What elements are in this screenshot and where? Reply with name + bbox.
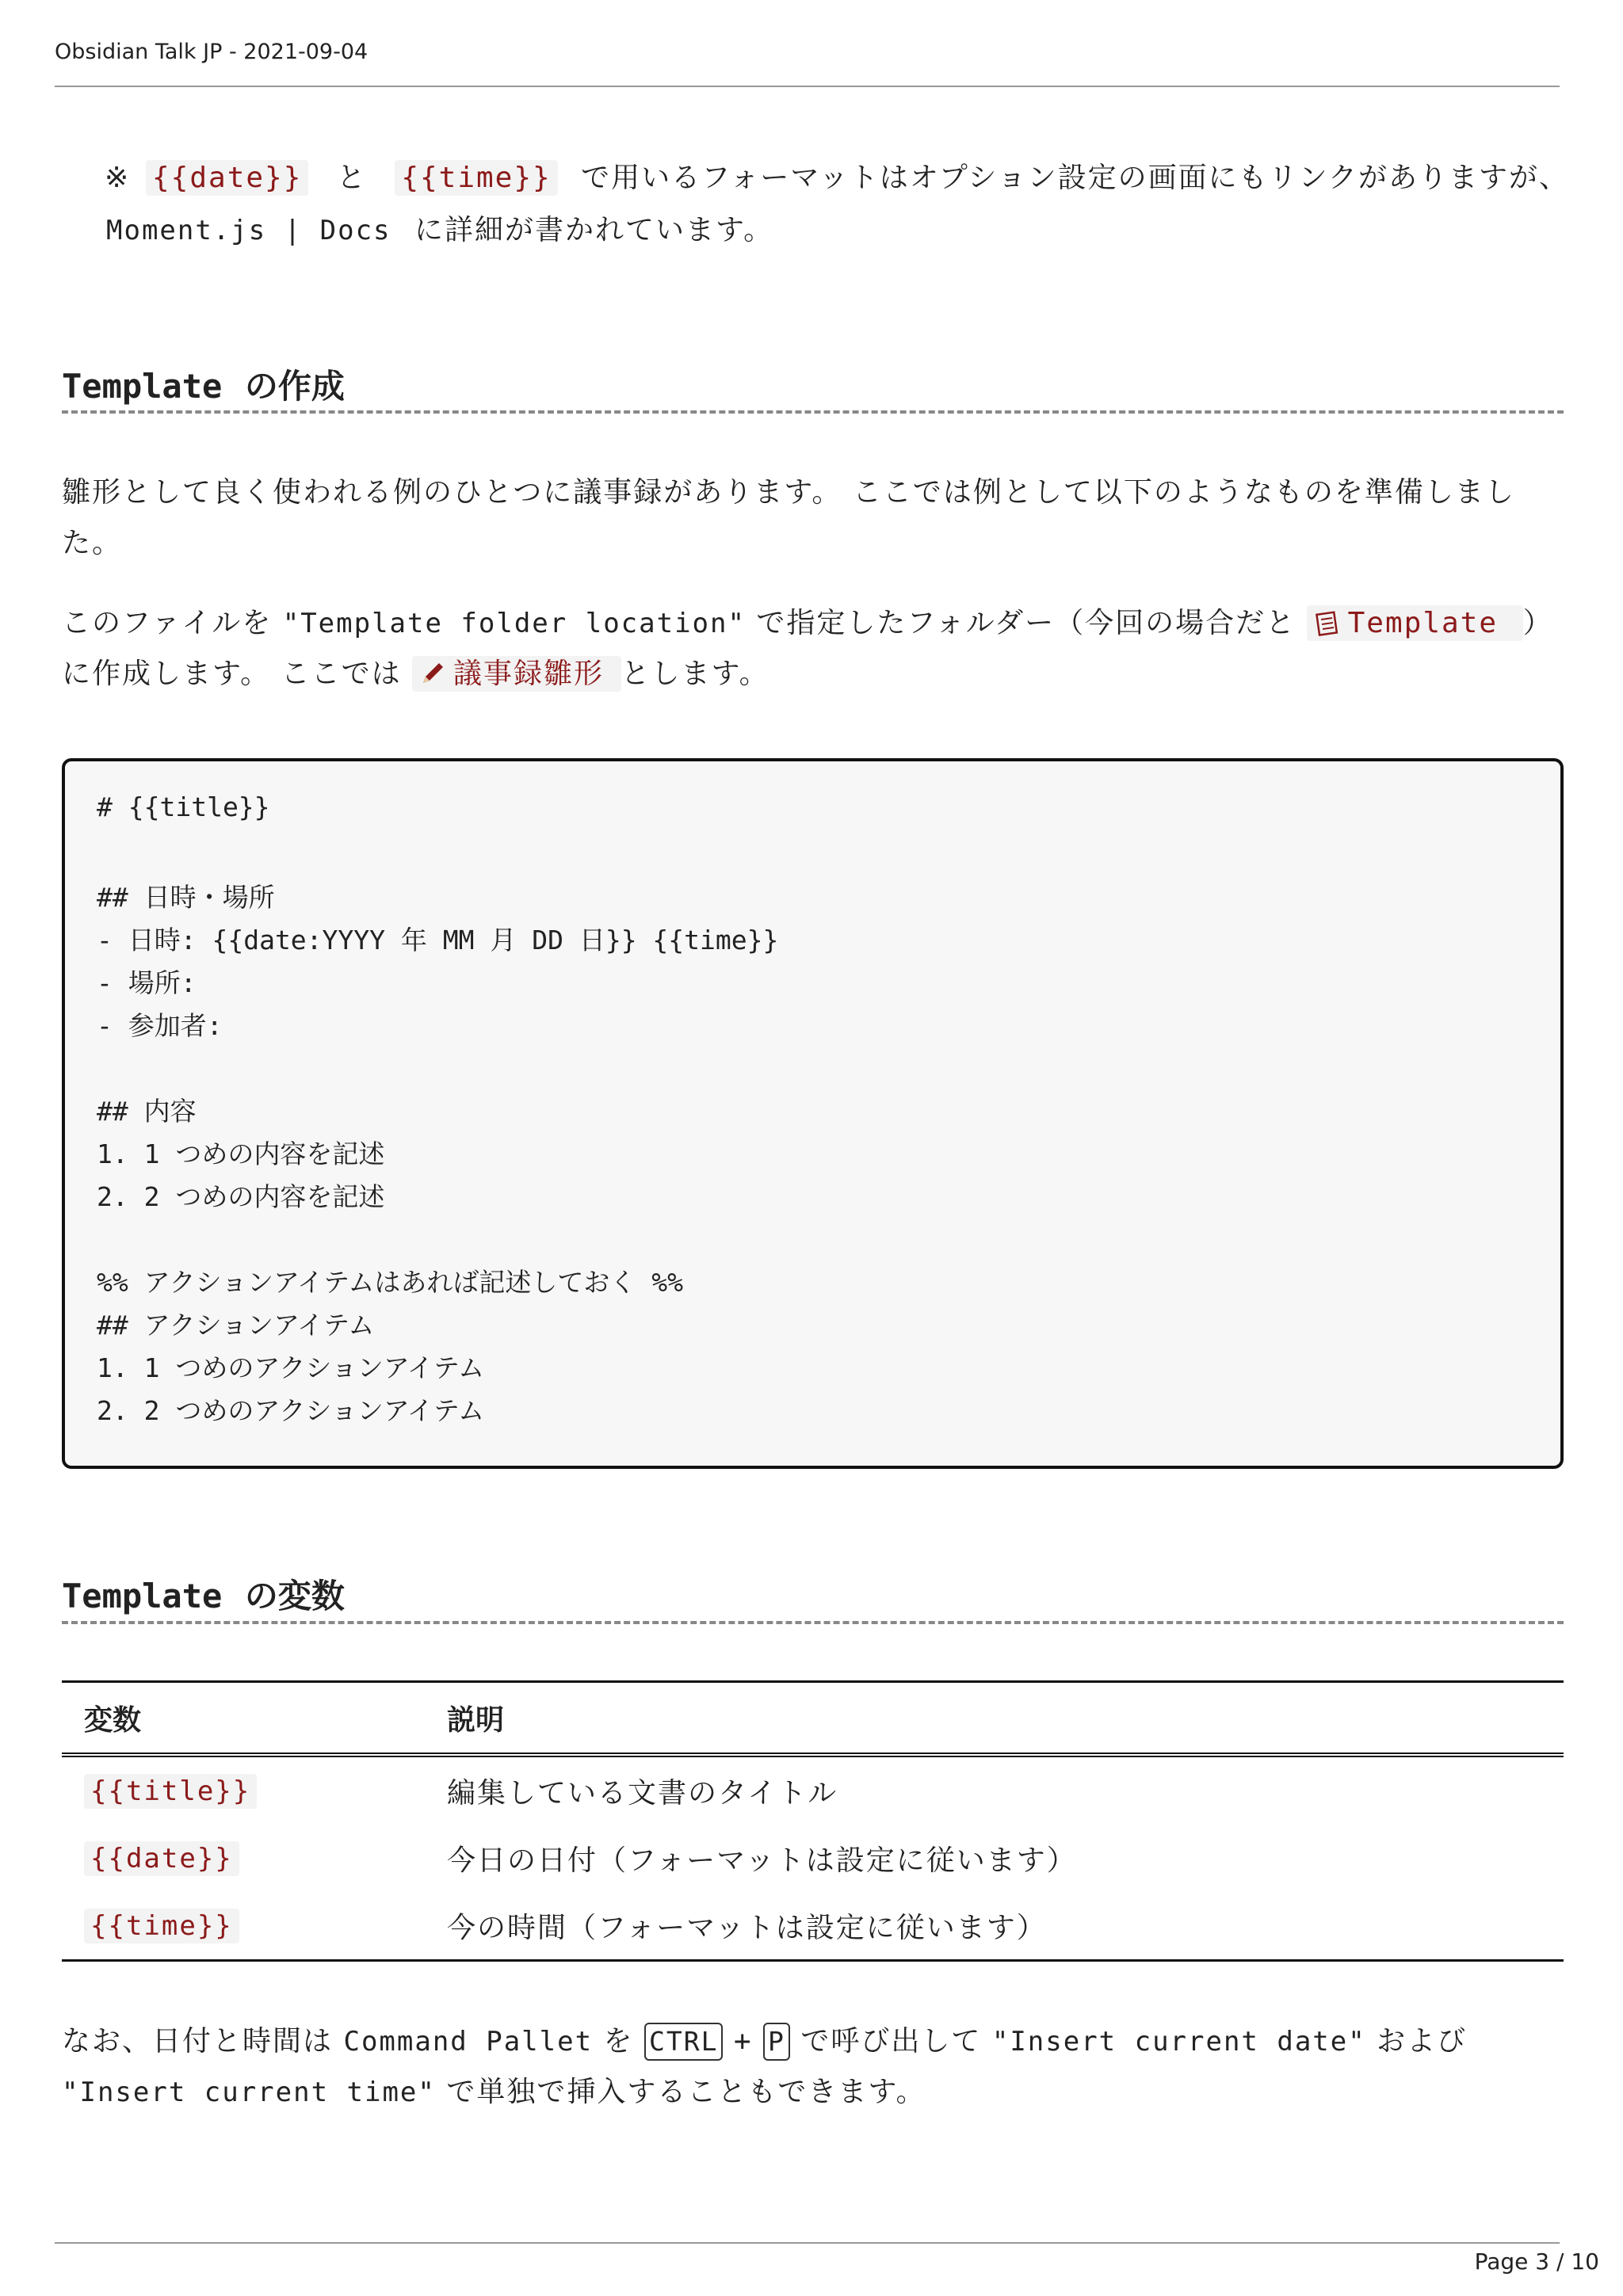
format-note	[106, 152, 1569, 257]
note-text-1: で用いるフォーマットはオプション設定の画面にもリンクがありますが、	[581, 162, 1569, 194]
date-code: {{date}}	[146, 160, 308, 196]
template-code-block	[62, 758, 1564, 1469]
note-text-2: に詳細が書かれています。	[414, 214, 774, 246]
table-header-row	[62, 1682, 1564, 1756]
insert-current-time-command: "Insert current time"	[62, 2077, 436, 2108]
folder-location-setting: "Template folder location"	[282, 608, 746, 639]
page-number: Page 3 / 10	[1474, 2248, 1599, 2275]
paragraph-intro: 雛形として良く使われる例のひとつに議事録があります。 ここでは例として以下のようなものを準備しました。	[62, 476, 1515, 559]
section-heading-template-creation: Template の作成	[62, 367, 345, 406]
section-divider	[62, 410, 1564, 414]
folder-note-icon	[1313, 608, 1342, 637]
table-row	[62, 1825, 1564, 1892]
column-header-description: 説明	[425, 1682, 1564, 1756]
code-line: - 参加者:	[97, 1010, 223, 1041]
pencil-icon	[418, 659, 447, 688]
variable-code: {{time}}	[84, 1909, 239, 1943]
table-row	[62, 1755, 1564, 1825]
template-file-link[interactable]: 議事録雛形	[412, 656, 621, 692]
plus-sign: +	[733, 2025, 753, 2058]
code-line: %% アクションアイテムはあれば記述しておく %%	[97, 1267, 683, 1298]
footer-divider	[55, 2242, 1560, 2244]
code-line: ## 日時・場所	[97, 882, 275, 913]
code-line: ## アクションアイテム	[97, 1310, 375, 1341]
code-line: - 日時: {{date:YYYY 年 MM 月 DD 日}} {{time}}	[97, 925, 779, 955]
code-line: ## 内容	[97, 1096, 197, 1127]
variable-description: 今の時間（フォーマットは設定に従います）	[425, 1892, 1564, 1961]
table-row	[62, 1892, 1564, 1961]
section-heading-template-variables: Template の変数	[62, 1577, 345, 1615]
variable-code: {{date}}	[84, 1841, 239, 1876]
code-line: 1. 1 つめのアクションアイテム	[97, 1352, 485, 1383]
code-line: 1. 1 つめの内容を記述	[97, 1138, 385, 1169]
p-key: P	[763, 2023, 790, 2061]
code-line: - 場所:	[97, 967, 197, 998]
momentjs-docs-link[interactable]: Moment.js | Docs	[106, 215, 391, 246]
document-header-title: Obsidian Talk JP - 2021-09-04	[55, 40, 369, 64]
code-line: # {{title}}	[97, 791, 270, 822]
paragraph-folder: このファイルを "Template folder location" で指定したフォルダー（今回の場合だと Template ）に作成します。 ここでは 議事録雛形 とします。	[62, 607, 1553, 690]
variable-description: 今日の日付（フォーマットは設定に従います）	[447, 1844, 1077, 1877]
variable-description: 編集している文書のタイトル	[447, 1777, 838, 1810]
header-divider	[55, 86, 1560, 87]
note-mark: ※	[105, 162, 131, 194]
folder-link[interactable]: Template	[1307, 605, 1523, 641]
section-divider	[62, 1621, 1564, 1624]
variable-code: {{title}}	[84, 1774, 257, 1809]
code-line: 2. 2 つめの内容を記述	[97, 1181, 385, 1212]
insert-current-date-command: "Insert current date"	[991, 2026, 1366, 2058]
note-and: と	[336, 162, 367, 194]
column-header-variable: 変数	[62, 1682, 425, 1756]
paragraph-command-pallet: なお、日付と時間は Command Pallet を CTRL + P で呼び出して "Insert current date" および "Insert current time" で単独で挿入することもできます。	[62, 2016, 1564, 2118]
command-pallet-name: Command Pallet	[343, 2026, 594, 2058]
code-line: 2. 2 つめのアクションアイテム	[97, 1395, 485, 1426]
time-code: {{time}}	[395, 160, 557, 196]
variables-table	[62, 1680, 1564, 1962]
ctrl-key: CTRL	[644, 2023, 723, 2061]
